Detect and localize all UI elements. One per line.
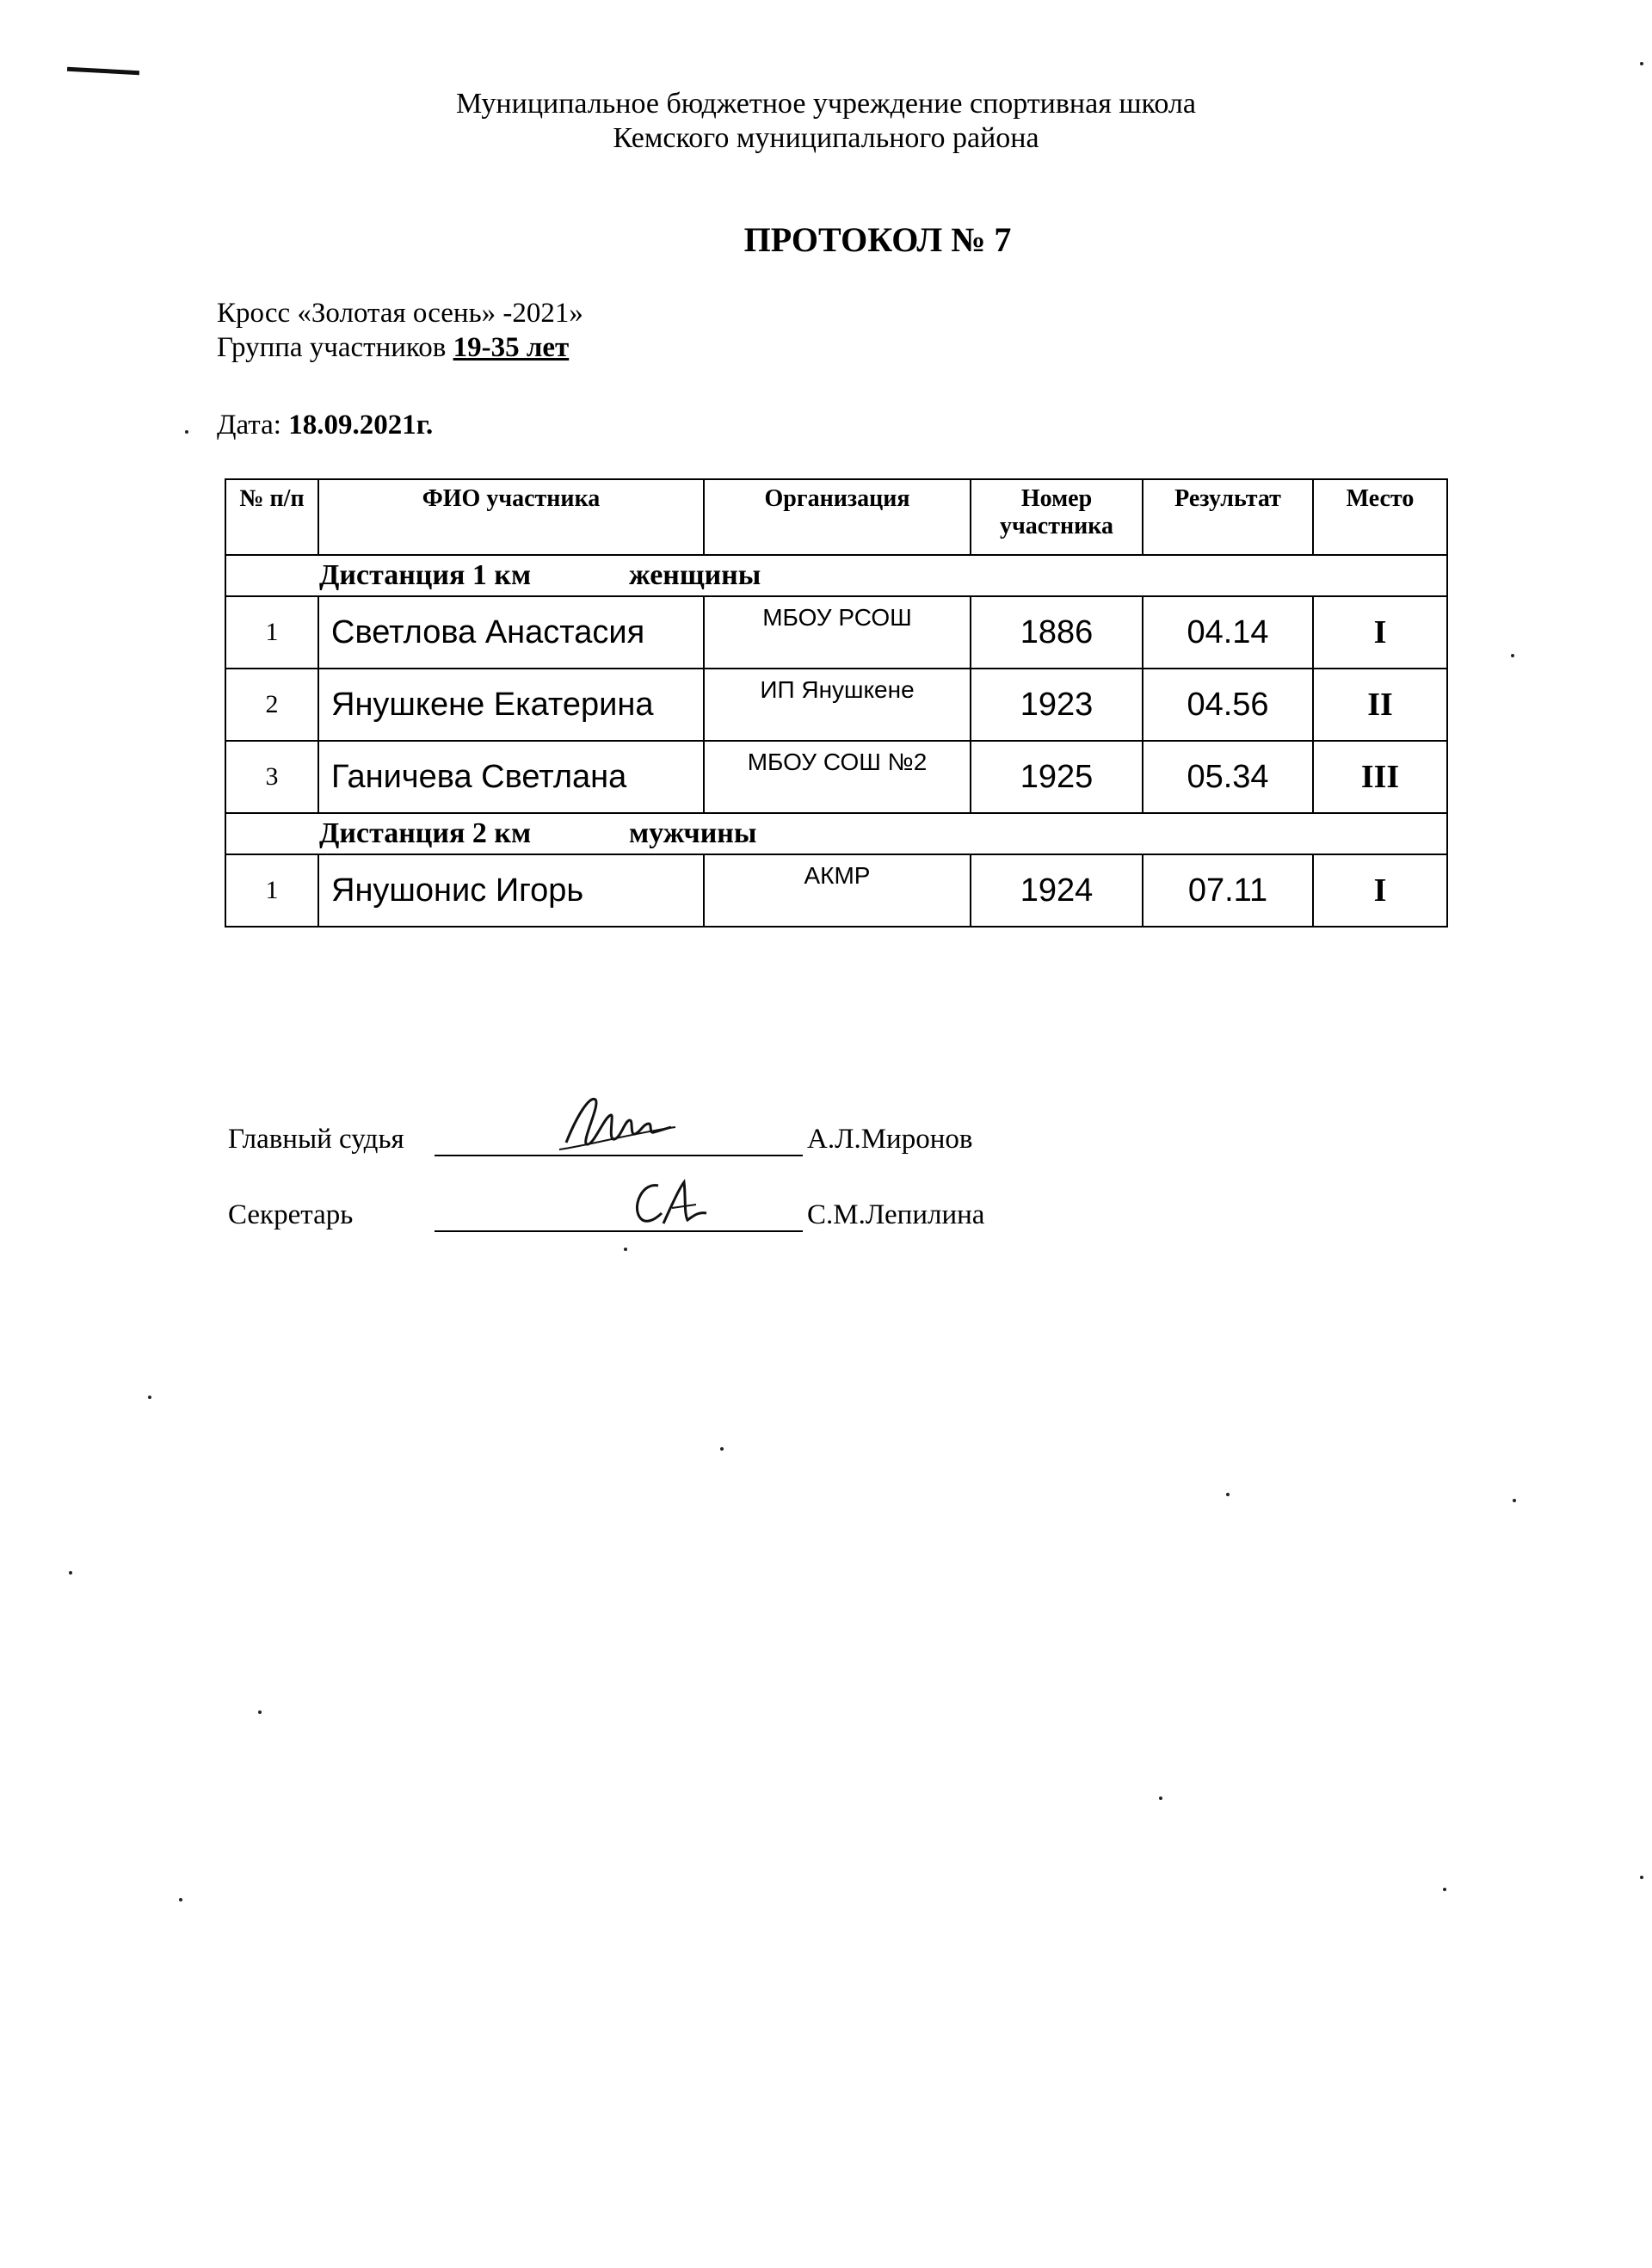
category-label: женщины [629, 559, 761, 591]
date-label: Дата: [217, 410, 281, 441]
scan-speck [258, 1710, 262, 1714]
judge-signature-block [228, 1124, 404, 1156]
participant-result: 05.34 [1143, 741, 1313, 813]
distance-label: Дистанция 2 км [319, 817, 532, 849]
date-value: 18.09.2021г. [288, 410, 434, 441]
scan-speck [1511, 654, 1514, 657]
col-header-organization: Организация [704, 479, 971, 555]
participant-bib: 1923 [971, 669, 1143, 741]
event-name: Кросс «Золотая осень» -2021» [217, 298, 583, 329]
scan-speck [624, 1248, 627, 1251]
participant-group [217, 330, 569, 365]
scan-speck [1159, 1797, 1162, 1800]
scan-pen-mark [67, 67, 139, 75]
col-header-name: ФИО участника [318, 479, 704, 555]
scan-speck [69, 1571, 72, 1575]
group-label: Группа участников [217, 332, 447, 363]
scan-speck [1513, 1499, 1516, 1502]
col-header-bib: Номер участника [971, 479, 1143, 555]
scan-speck [1640, 1876, 1643, 1879]
participant-bib: 1925 [971, 741, 1143, 813]
scan-speck [179, 1898, 182, 1901]
group-value: 19-35 лет [453, 332, 570, 363]
participant-organization: АКМР [704, 854, 971, 927]
participant-place: I [1313, 854, 1447, 927]
participant-place: I [1313, 596, 1447, 669]
col-header-place: Место [1313, 479, 1447, 555]
secretary-name: С.М.Лепилина [807, 1199, 985, 1230]
protocol-title: ПРОТОКОЛ № 7 [743, 220, 1012, 259]
table-row [225, 741, 1447, 813]
participant-organization: ИП Янушкене [704, 669, 971, 741]
row-number: 3 [225, 741, 318, 813]
participant-bib: 1924 [971, 854, 1143, 927]
scan-speck [1226, 1493, 1230, 1496]
secretary-label: Секретарь [228, 1199, 354, 1230]
participant-name: Янушкене Екатерина [318, 669, 704, 741]
scan-speck [185, 430, 188, 434]
judge-signature [551, 1082, 680, 1160]
table-row [225, 669, 1447, 741]
table-header-row [225, 479, 1447, 555]
participant-result: 04.56 [1143, 669, 1313, 741]
org-name-line2: Кемского муниципального района [613, 122, 1039, 154]
participant-result: 07.11 [1143, 854, 1313, 927]
participant-place: III [1313, 741, 1447, 813]
results-table [225, 478, 1448, 928]
secretary-signature [624, 1170, 718, 1239]
section-row [225, 813, 1447, 854]
table-row [225, 596, 1447, 669]
participant-name: Ганичева Светлана [318, 741, 704, 813]
event-date [217, 408, 433, 442]
scan-speck [148, 1396, 151, 1399]
col-header-number: № п/п [225, 479, 318, 555]
secretary-signature-line [435, 1230, 803, 1232]
judge-label: Главный судья [228, 1124, 404, 1155]
participant-organization: МБОУ РСОШ [704, 596, 971, 669]
org-name-line1: Муниципальное бюджетное учреждение спортивная школа [456, 88, 1196, 120]
row-number: 1 [225, 854, 318, 927]
participant-organization: МБОУ СОШ №2 [704, 741, 971, 813]
participant-result: 04.14 [1143, 596, 1313, 669]
scan-speck [1443, 1888, 1446, 1891]
participant-name: Светлова Анастасия [318, 596, 704, 669]
participant-bib: 1886 [971, 596, 1143, 669]
row-number: 2 [225, 669, 318, 741]
scan-speck [720, 1447, 724, 1451]
participant-name: Янушонис Игорь [318, 854, 704, 927]
table-row [225, 854, 1447, 927]
section-row [225, 555, 1447, 596]
category-label: мужчины [629, 817, 757, 849]
scan-speck [1640, 62, 1643, 65]
participant-place: II [1313, 669, 1447, 741]
distance-label: Дистанция 1 км [319, 559, 532, 591]
col-header-result: Результат [1143, 479, 1313, 555]
row-number: 1 [225, 596, 318, 669]
judge-name: А.Л.Миронов [807, 1124, 973, 1155]
